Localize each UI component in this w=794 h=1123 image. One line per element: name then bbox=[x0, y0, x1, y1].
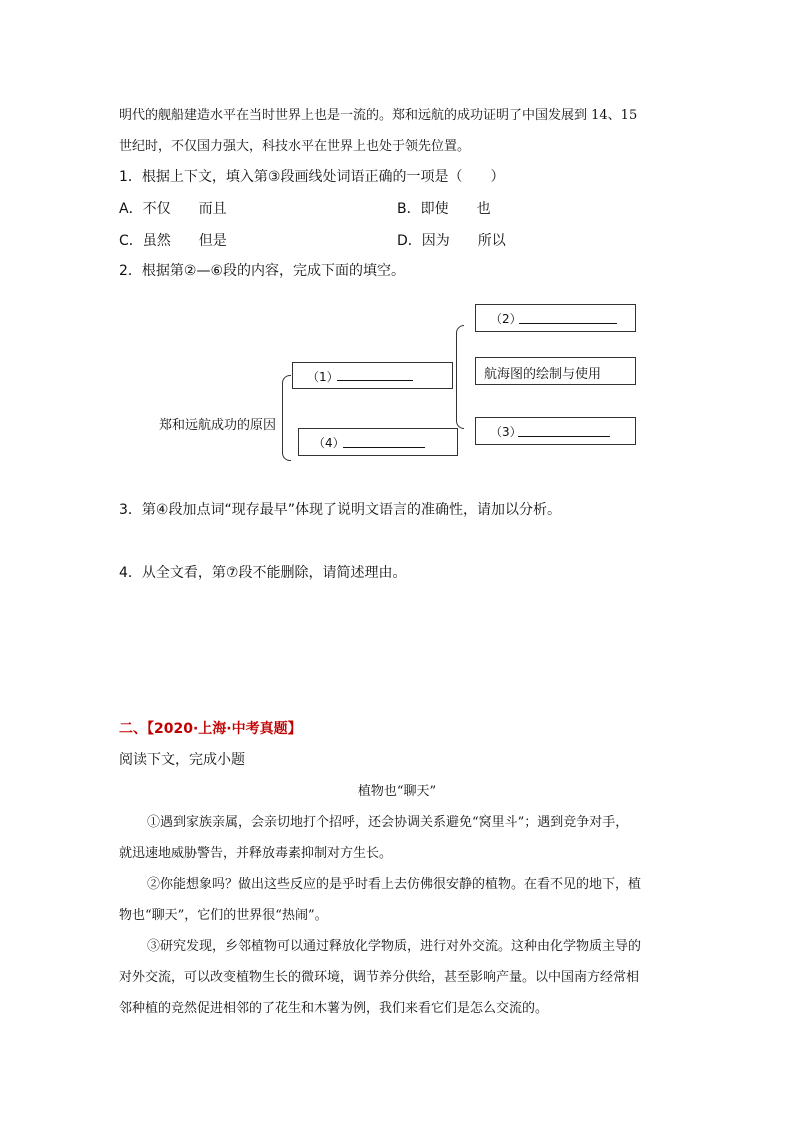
answer-blank-line[interactable] bbox=[518, 436, 610, 437]
paragraph-2-line: ②你能想象吗？做出这些反应的是乎时看上去仿佛很安静的植物。在看不见的地下，植 bbox=[147, 877, 642, 892]
option-c[interactable]: C．虽然 但是 bbox=[119, 233, 227, 249]
section-number: 二、 bbox=[119, 721, 147, 737]
reading-instruction: 阅读下文，完成小题 bbox=[119, 752, 245, 768]
blank-box-2[interactable] bbox=[475, 304, 636, 332]
article-title: 植物也“聊天” bbox=[357, 784, 437, 799]
paragraph-1-line: 就迅速地威胁警告，并释放毒素抑制对方生长。 bbox=[119, 846, 393, 861]
blank-box-3-label: （3） bbox=[490, 425, 522, 439]
question-2-stem: 2．根据第②—⑥段的内容，完成下面的填空。 bbox=[119, 263, 406, 279]
blank-box-2-label: （2） bbox=[490, 312, 522, 326]
blank-box-1-label: （1） bbox=[307, 370, 339, 384]
passage-line: 世纪时，不仅国力强大，科技水平在世界上也处于领先位置。 bbox=[119, 139, 471, 154]
answer-blank-line[interactable] bbox=[343, 447, 425, 448]
question-4-stem: 4．从全文看，第⑦段不能删除，请简述理由。 bbox=[119, 565, 407, 581]
answer-blank-line[interactable] bbox=[519, 323, 617, 324]
option-b[interactable]: B．即使 也 bbox=[397, 201, 491, 217]
option-a[interactable]: A．不仅 而且 bbox=[119, 201, 227, 217]
passage-line: 明代的舰船建造水平在当时世界上也是一流的。郑和远航的成功证明了中国发展到 14、15 bbox=[119, 108, 638, 123]
blank-box-4-label: （4） bbox=[313, 436, 345, 450]
diagram-root-label: 郑和远航成功的原因 bbox=[159, 418, 277, 433]
paragraph-3-line: 对外交流，可以改变植物生长的微环境，调节养分供给，甚至影响产量。以中国南方经常相 bbox=[119, 970, 640, 985]
answer-blank-line[interactable] bbox=[337, 380, 413, 381]
nav-chart-box bbox=[475, 357, 636, 385]
blank-box-1[interactable] bbox=[292, 362, 453, 389]
paragraph-3-line: 邻种植的竞然促进相邻的了花生和木薯为例，我们来看它们是怎么交流的。 bbox=[119, 1001, 549, 1016]
paragraph-2-line: 物也“聊天”，它们的世界很“热闹”。 bbox=[119, 908, 328, 923]
paragraph-3-line: ③研究发现，乡邻植物可以通过释放化学物质，进行对外交流。这种由化学物质主导的 bbox=[147, 939, 642, 954]
question-3-stem: 3．第④段加点词“现存最早”体现了说明文语言的准确性，请加以分析。 bbox=[119, 502, 561, 518]
question-1-stem: 1．根据上下文，填入第③段画线处词语正确的一项是（ ） bbox=[119, 169, 505, 185]
source-tag: 【2020·上海·中考真题】 bbox=[147, 721, 302, 737]
right-bracket bbox=[456, 325, 464, 429]
option-d[interactable]: D．因为 所以 bbox=[397, 233, 506, 249]
blank-box-4[interactable] bbox=[298, 428, 458, 456]
left-bracket bbox=[282, 375, 291, 461]
blank-box-3[interactable] bbox=[475, 417, 636, 445]
nav-chart-label: 航海图的绘制与使用 bbox=[484, 367, 602, 382]
paragraph-1-line: ①遇到家族亲属，会亲切地打个招呼，还会协调关系避免“窝里斗”；遇到竞争对手， bbox=[147, 815, 629, 830]
section-2-heading bbox=[119, 718, 302, 738]
